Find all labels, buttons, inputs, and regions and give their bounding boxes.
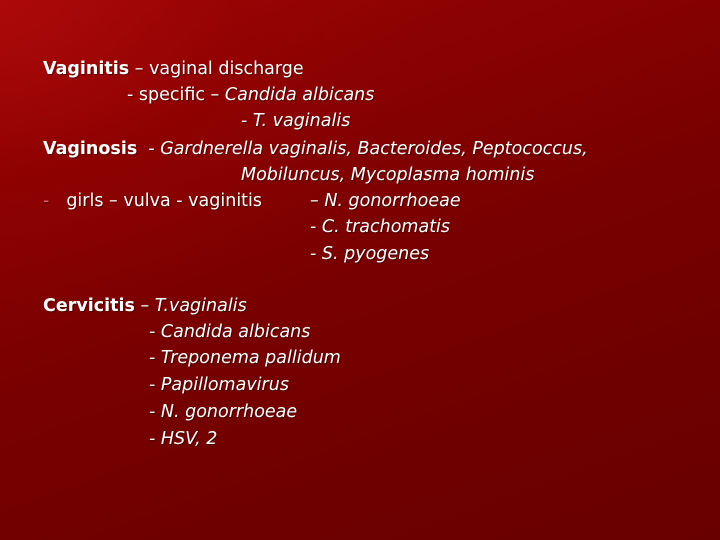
vaginosis-line: [43, 138, 588, 160]
vaginosis-separator: -: [137, 139, 161, 159]
cervicitis-agent-1: T.vaginalis: [154, 296, 247, 316]
cervicitis-term: Cervicitis: [43, 296, 135, 316]
cervicitis-separator: –: [134, 296, 155, 316]
vaginosis-agents-1: Gardnerella vaginalis, Bacteroides, Peptococcus,: [160, 139, 588, 159]
vaginosis-term: Vaginosis: [43, 139, 138, 159]
girls-agent-2: - C. trachomatis: [310, 217, 451, 237]
vaginitis-term: Vaginitis: [43, 59, 130, 79]
vaginitis-specific-prefix: - specific –: [127, 85, 225, 105]
girls-agent-3: - S. pyogenes: [310, 244, 430, 264]
vaginitis-specific-agent-2: - T. vaginalis: [241, 111, 351, 131]
cervicitis-line: [43, 295, 247, 317]
vaginitis-specific-line: [127, 84, 374, 106]
vaginosis-agents-2: Mobiluncus, Mycoplasma hominis: [241, 165, 535, 185]
girls-text: girls – vulva - vaginitis: [66, 191, 263, 211]
cervicitis-agent-3: - Treponema pallidum: [149, 348, 341, 368]
cervicitis-agent-4: - Papillomavirus: [149, 375, 289, 395]
vaginitis-line: [43, 58, 304, 80]
cervicitis-agent-6: - HSV, 2: [149, 429, 218, 449]
vaginitis-description: vaginal discharge: [149, 59, 304, 79]
cervicitis-agent-2: - Candida albicans: [149, 322, 311, 342]
girls-line: [43, 190, 262, 212]
vaginitis-specific-agent-1: Candida albicans: [224, 85, 375, 105]
cervicitis-agent-5: - N. gonorrhoeae: [149, 402, 298, 422]
girls-agent-1: – N. gonorrhoeae: [310, 191, 461, 211]
vaginitis-separator: –: [129, 59, 150, 79]
girls-bullet: -: [43, 191, 50, 211]
